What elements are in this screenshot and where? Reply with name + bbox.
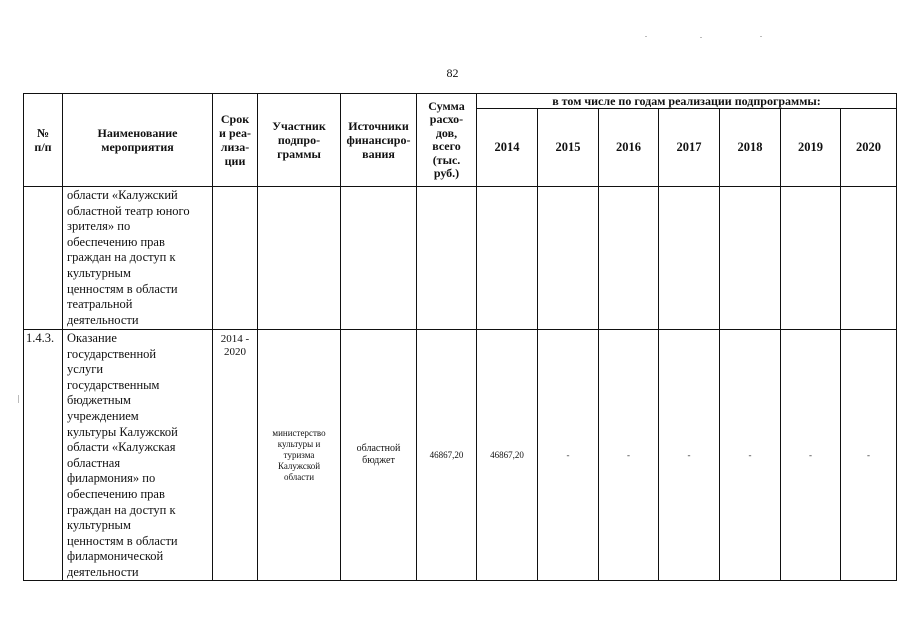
scan-speck [18,395,19,403]
header-year: 2016 [616,140,641,154]
row-total: 46867,20 [429,450,464,460]
header-bottom-border [23,186,897,187]
page-number: 82 [446,66,459,80]
row-year-value: - [809,450,812,460]
header-sources: Источники финансиро- вания [346,119,411,161]
header-name: Наименование мероприятия [97,126,178,154]
header-by-years: в том числе по годам реализации подпрограммы: [552,94,821,108]
row-year-value: - [566,450,570,460]
row-year-value: 46867,20 [490,450,524,460]
row-year-value: - [687,450,691,460]
scan-speck [645,36,647,37]
header-year: 2015 [555,140,581,154]
col-border [896,93,897,581]
header-year: 2020 [856,140,881,154]
row-name: Оказание государственной услуги государственным бюджетным учреждением культуры Калужской области «Калужская областная филармония» по обеспечению прав граждан на доступ к культурным ценностям в области филармонической деятельности [67,331,178,579]
row-term: 2014 - 2020 [220,333,250,358]
header-participant: Участник подпро- граммы [272,119,326,161]
header-total: Сумма расхо- дов, всего (тыс. руб.) [428,98,465,180]
scan-speck [760,36,762,37]
header-year: 2018 [737,140,763,154]
scan-speck [700,37,702,38]
row-number: 1.4.3. [26,331,55,345]
row-participant: министерство культуры и туризма Калужской области [272,427,326,482]
header-year: 2014 [494,140,520,154]
header-year: 2017 [676,140,702,154]
row-year-value: - [867,450,870,460]
row-name: области «Калужский областной театр юного зрителя» по обеспечению прав граждан на доступ к культурным ценностям в области театральной деятельности [67,188,190,327]
header-year: 2019 [798,140,823,154]
header-term: Срок и реа- лиза- ции [219,112,251,168]
row-year-value: - [627,450,630,460]
row-year-value: - [748,450,752,460]
header-num: № п/п [34,126,52,154]
row-sources: областной бюджет [356,443,401,466]
